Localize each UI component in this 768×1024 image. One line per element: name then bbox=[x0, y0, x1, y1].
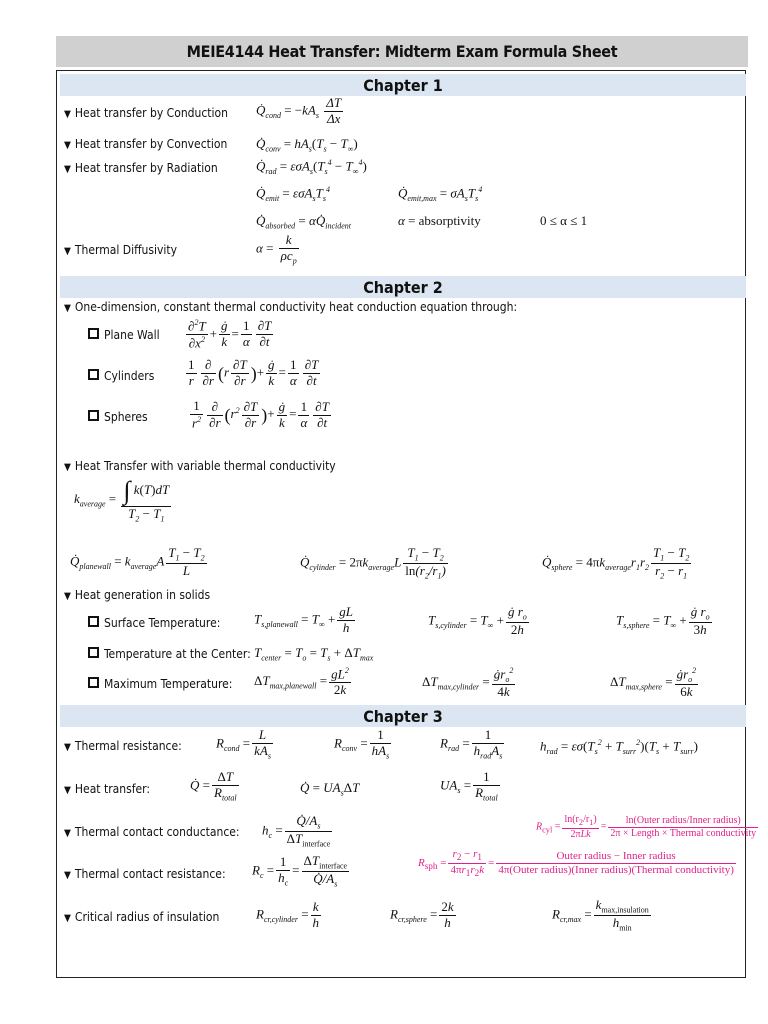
eq-ua: $UA_s$ = 1 $R_{total}$ bbox=[440, 769, 498, 803]
label-diffusivity: ▼ Thermal Diffusivity bbox=[64, 243, 178, 257]
label-conduction: ▼ Heat transfer by Conduction bbox=[64, 106, 228, 120]
eq-emit-max: $Q̇_{emit,max} = \sigma A_sT_s^4$ bbox=[398, 185, 483, 203]
square-bullet-icon bbox=[88, 328, 99, 339]
triangle-bullet-icon: ▼ bbox=[64, 785, 71, 796]
pink-r-cyl: $R_{cyl}$ = $\ln(r_2/r_1)$ 2πLk = ln(Outer radius/Inner radius) 2π × Length × Thermal conductivity bbox=[536, 814, 757, 840]
eq-q-resistance: Q̇ = ΔT $R_{total}$ bbox=[190, 769, 237, 803]
label-cylinders: Cylinders bbox=[88, 369, 154, 383]
label-contact-conductance: ▼ Thermal contact conductance: bbox=[64, 825, 240, 839]
label-heat-transfer: ▼ Heat transfer: bbox=[64, 782, 151, 796]
triangle-bullet-icon: ▼ bbox=[64, 246, 71, 257]
eq-convection: $Q̇_{conv} = hA_s(T_s - T_\infty)$ bbox=[256, 136, 358, 154]
eq-q-planewall: $Q̇_{planewall} = k_{average}A$ $\frac{T_1 - T_2}{L}$ bbox=[70, 545, 205, 578]
eq-r-rad: $R_{rad}$ = 1 $h_{rad}A_s$ bbox=[440, 727, 503, 761]
label-variable-k: ▼ Heat Transfer with variable thermal conductivity bbox=[64, 459, 336, 473]
label-contact-resistance: ▼ Thermal contact resistance: bbox=[64, 867, 226, 881]
square-bullet-icon bbox=[88, 369, 99, 380]
square-bullet-icon bbox=[88, 616, 99, 627]
eq-h-c: $h_c$ = $Q̇/A_s$ $\Delta T_{interface}$ bbox=[262, 813, 331, 849]
eq-dtmax-planewall: $\Delta T_{max,planewall}$ = $\frac{gL^2}{2k}$ bbox=[254, 666, 349, 698]
eq-q-ua: Q̇ = $UA_s\Delta T$ bbox=[300, 780, 360, 798]
label-critical-radius: ▼ Critical radius of insulation bbox=[64, 910, 220, 924]
label-plane-wall: Plane Wall bbox=[88, 328, 160, 342]
eq-k-average: $k_{average}$ = $\frac{\int k(T)dT}{T_2 - T_1}$ bbox=[74, 476, 170, 524]
chapter-2-header bbox=[60, 276, 746, 298]
square-bullet-icon bbox=[88, 410, 99, 421]
label-spheres: Spheres bbox=[88, 410, 148, 424]
triangle-bullet-icon: ▼ bbox=[64, 870, 71, 881]
chapter-1-title: Chapter 1 bbox=[363, 75, 443, 95]
triangle-bullet-icon: ▼ bbox=[64, 591, 71, 602]
eq-q-cylinder: $Q̇_{cylinder} = 2\pi k_{average}L$ $\frac{T_1 - T_2}{\ln(r_2/r_1)}$ bbox=[300, 545, 446, 581]
eq-rcr-max: $R_{cr,max}$ = $k_{max,insulation}$ $h_{min}$ bbox=[552, 897, 649, 933]
triangle-bullet-icon: ▼ bbox=[64, 303, 71, 314]
eq-q-sphere: $Q̇_{sphere} = 4\pi k_{average}r_1r_2$ $\frac{T_1 - T_2}{r_2 - r_1}$ bbox=[542, 545, 690, 581]
square-bullet-icon bbox=[88, 647, 99, 658]
pink-r-sph: $R_{sph}$ = $\frac{r_2 - r_1}{4\pi r_1r_2k}$ = Outer radius − Inner radius 4π(Outer radius)(Inner radius)(Thermal conductivity) bbox=[418, 848, 734, 878]
content-frame bbox=[56, 70, 746, 978]
eq-emit: $Q̇_{emit} = \varepsilon\sigma A_sT_s^4$ bbox=[256, 185, 330, 203]
chapter-2-title: Chapter 2 bbox=[363, 277, 443, 297]
eq-radiation: $Q̇_{rad} = \varepsilon\sigma A_s(T_s^4 - T_\infty^4)$ bbox=[256, 158, 367, 176]
eq-absorptivity: α = absorptivity bbox=[398, 213, 481, 228]
triangle-bullet-icon: ▼ bbox=[64, 164, 71, 175]
label-heat-gen: ▼ Heat generation in solids bbox=[64, 588, 211, 602]
label-thermal-resistance: ▼ Thermal resistance: bbox=[64, 739, 182, 753]
eq-dtmax-sphere: $\Delta T_{max,sphere}$ = $ġr_o^2$ 6k bbox=[610, 666, 697, 700]
eq-cylinders: $\frac{1}{r}$ ∂ ∂r (r $\frac{\partial T}{\partial r}$ )+ $\frac{ġ}{k}$ = $\frac{1}{\alpha}$ $\frac{\partial T}{\partial t}$ bbox=[188, 357, 319, 388]
chapter-3-header bbox=[60, 705, 746, 727]
label-convection: ▼ Heat transfer by Convection bbox=[64, 137, 228, 151]
chapter-3-title: Chapter 3 bbox=[363, 706, 443, 726]
eq-ts-planewall: $T_{s,planewall} = T_\infty$ + $\frac{gL}{h}$ bbox=[254, 604, 354, 635]
eq-r-cond: $R_{cond}$ = L $kA_s$ bbox=[216, 727, 271, 761]
label-surface-temp: Surface Temperature: bbox=[88, 616, 220, 630]
eq-ts-sphere: $T_{s,sphere} = T_\infty$ + $\frac{ġ r_o}{3h}$ bbox=[616, 604, 710, 637]
page-title: MEIE4144 Heat Transfer: Midterm Exam Formula Sheet bbox=[186, 42, 618, 61]
eq-ts-cylinder: $T_{s,cylinder} = T_\infty$ + $\frac{ġ r_o}{2h}$ bbox=[428, 604, 527, 637]
eq-conduction: $Q̇_{cond} = -kA_s$ $\frac{\Delta T}{\Delta x}$ bbox=[256, 95, 342, 126]
square-bullet-icon bbox=[88, 677, 99, 688]
label-one-dim: ▼ One-dimension, constant thermal conductivity heat conduction equation through: bbox=[64, 300, 518, 314]
eq-dtmax-cylinder: $\Delta T_{max,cylinder}$ = $ġr_o^2$ 4k bbox=[422, 666, 514, 700]
label-radiation: ▼ Heat transfer by Radiation bbox=[64, 161, 218, 175]
eq-absorbed: $Q̇_{absorbed}$ = $\alpha Q̇_{incident}$ bbox=[256, 213, 352, 231]
triangle-bullet-icon: ▼ bbox=[64, 462, 71, 473]
triangle-bullet-icon: ▼ bbox=[64, 913, 71, 924]
eq-r-c: $R_c$ = $\frac{1}{h_c}$ = $\Delta T_{interface}$ $Q̇/A_s$ bbox=[252, 853, 348, 889]
title-bar bbox=[56, 36, 748, 67]
eq-diffusivity: α = k $\rho c_p$ bbox=[256, 232, 297, 266]
eq-spheres: $\frac{1}{r^2}$ ∂ ∂r ($r^2$ $\frac{\partial T}{\partial r}$ )+ $\frac{ġ}{k}$ = $\frac{1}{\alpha}$ $\frac{\partial T}{\partial t}$ bbox=[192, 398, 329, 431]
triangle-bullet-icon: ▼ bbox=[64, 828, 71, 839]
triangle-bullet-icon: ▼ bbox=[64, 140, 71, 151]
chapter-1-header bbox=[60, 74, 746, 96]
triangle-bullet-icon: ▼ bbox=[64, 742, 71, 753]
triangle-bullet-icon: ▼ bbox=[64, 109, 71, 120]
eq-h-rad: $h_{rad} = \varepsilon\sigma(T_s^2 + T_{surr}^2)(T_s + T_{surr})$ bbox=[540, 738, 698, 756]
eq-r-conv: $R_{conv}$ = 1 $hA_s$ bbox=[334, 727, 390, 761]
eq-plane-wall: $\frac{\partial^2T}{\partial x^2}$ + $\frac{ġ}{k}$ = $\frac{1}{\alpha}$ $\frac{\partial T}{\partial t}$ bbox=[188, 318, 272, 351]
eq-center-temp: $T_{center} = T_o = T_s + \Delta T_{max}$ bbox=[254, 645, 374, 663]
label-max-temp: Maximum Temperature: bbox=[88, 677, 232, 691]
eq-rcr-sphere: $R_{cr,sphere}$ = $\frac{2k}{h}$ bbox=[390, 899, 454, 930]
eq-alpha-range: 0 ≤ α ≤ 1 bbox=[540, 213, 588, 228]
label-center-temp: Temperature at the Center: bbox=[88, 647, 251, 661]
eq-rcr-cylinder: $R_{cr,cylinder}$ = $\frac{k}{h}$ bbox=[256, 899, 320, 930]
